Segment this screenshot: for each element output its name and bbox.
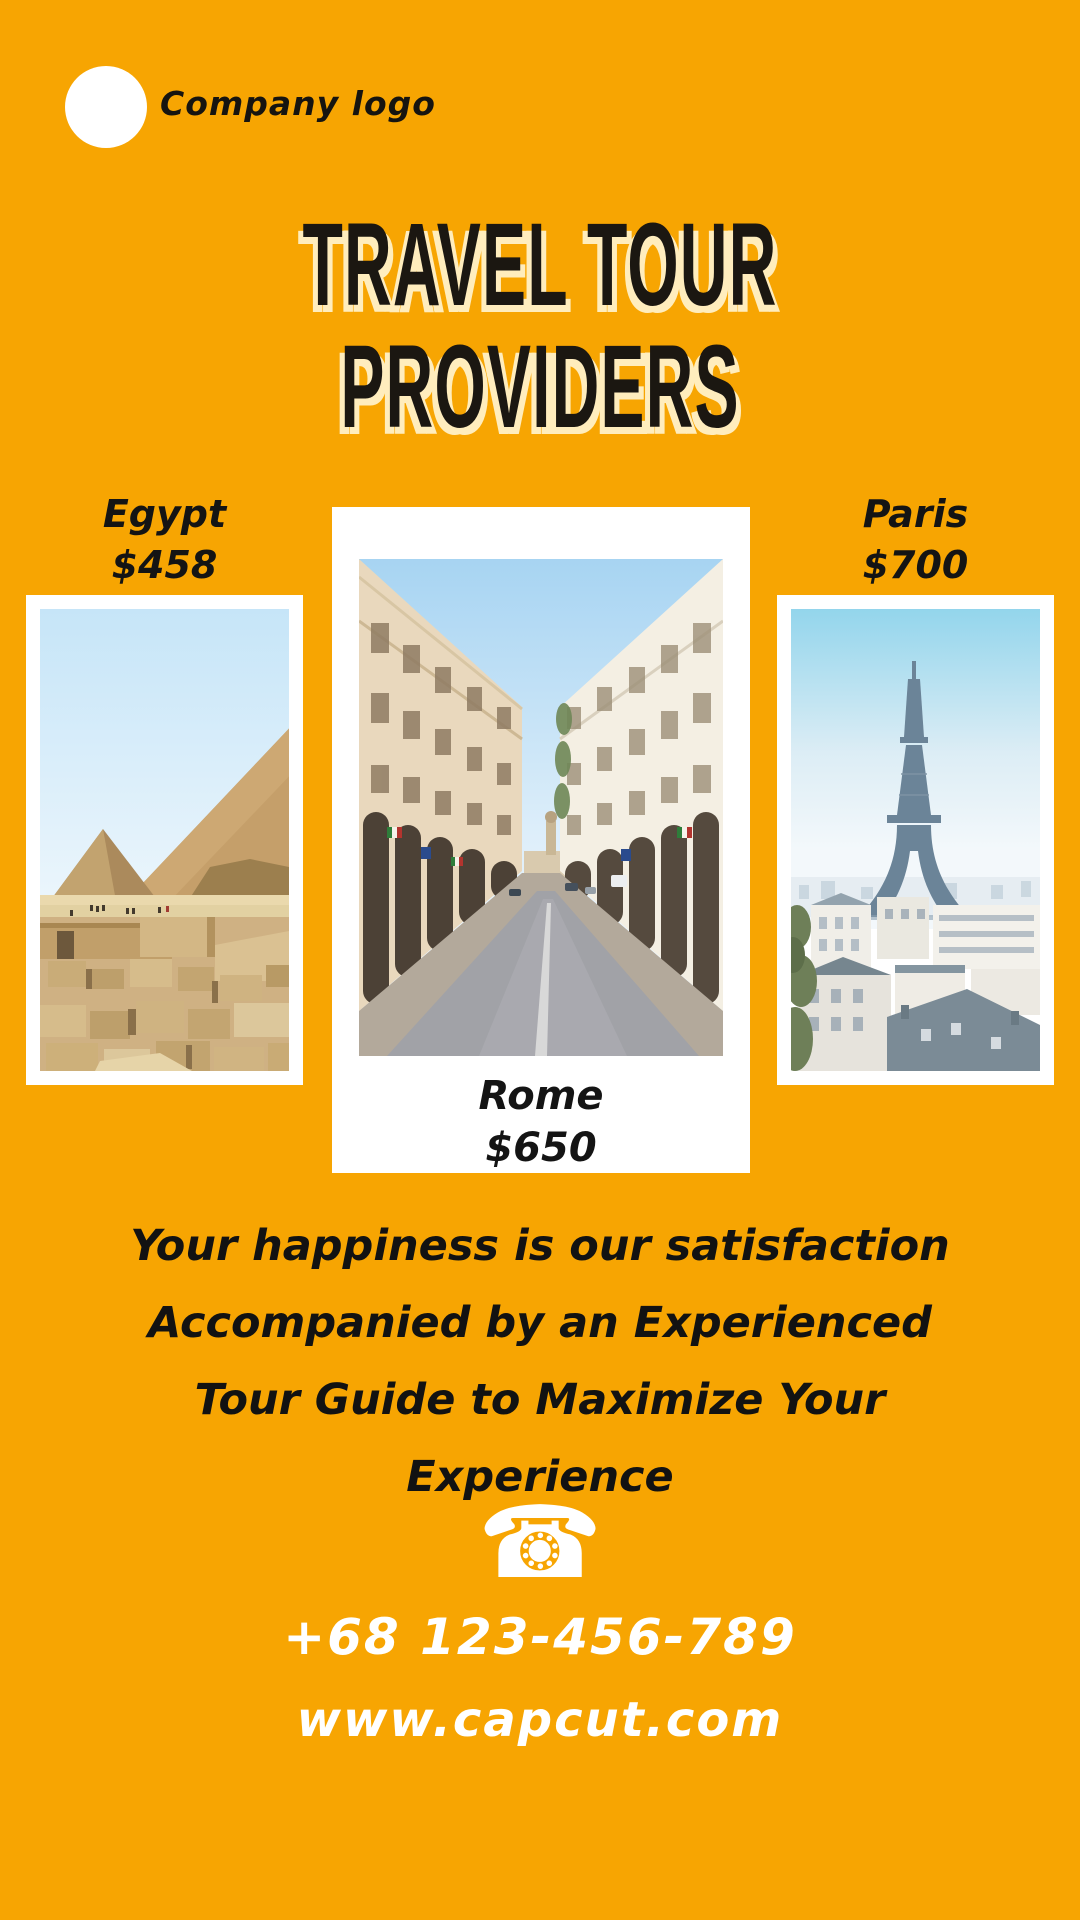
destination-card-rome (332, 507, 750, 1173)
page-title-line1: TRAVEL TOUR (302, 199, 778, 331)
destination-name-egypt: Egypt (102, 492, 227, 536)
phone-number: +68 123-456-789 (283, 1608, 797, 1666)
rome-street-illustration (359, 559, 723, 1056)
rome-photo (359, 559, 723, 1056)
destination-name-rome: Rome (478, 1073, 604, 1119)
website-url: www.capcut.com (296, 1692, 784, 1748)
tagline (0, 1208, 1080, 1516)
paris-photo (791, 609, 1040, 1071)
telephone-icon: ☎ (477, 1484, 603, 1601)
company-logo-label: Company logo (160, 84, 436, 123)
tagline-line-4: Experience (406, 1452, 674, 1502)
tagline-line-3: Tour Guide to Maximize Your (194, 1375, 886, 1425)
tagline-line-1: Your happiness is our satisfaction (130, 1221, 950, 1271)
eiffel-tower-illustration (791, 609, 1040, 1071)
destination-price-rome: $650 (485, 1125, 597, 1171)
company-logo-circle (65, 66, 147, 148)
destination-card-egypt (26, 595, 303, 1085)
destination-card-paris (777, 595, 1054, 1085)
pyramids-illustration (40, 609, 289, 1071)
page-title-line2: PROVIDERS (340, 321, 740, 453)
egypt-photo (40, 609, 289, 1071)
destination-price-egypt: $458 (111, 543, 218, 587)
destination-price-paris: $700 (862, 543, 969, 587)
page-title (0, 199, 1080, 453)
tagline-line-2: Accompanied by an Experienced (148, 1298, 932, 1348)
destination-name-paris: Paris (862, 492, 969, 536)
